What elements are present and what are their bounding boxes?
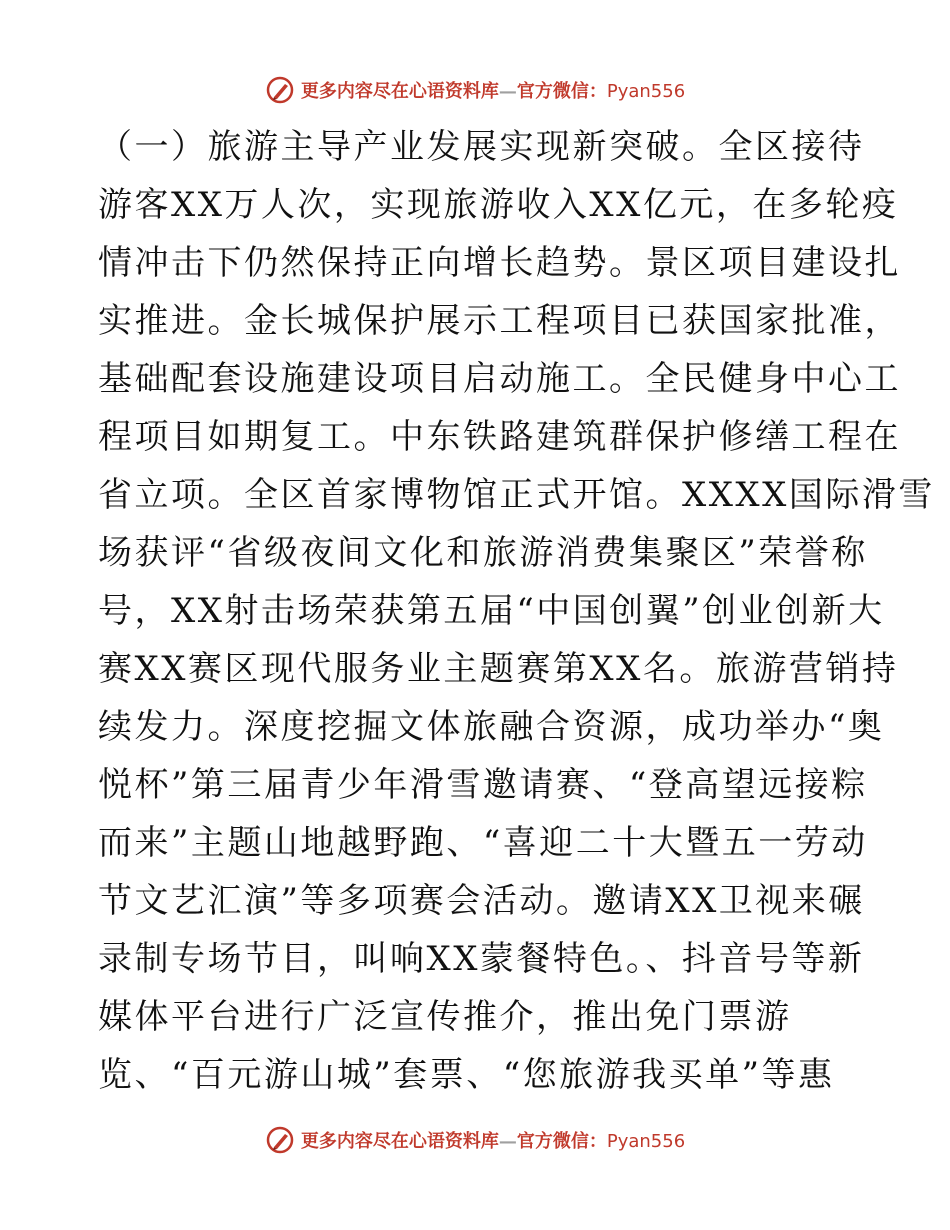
- body-line: 赛XX赛区现代服务业主题赛第XX名。旅游营销持: [98, 649, 899, 689]
- footer-watermark-slogan: 更多内容尽在心语资料库: [300, 1131, 499, 1152]
- header-watermark-banner: [0, 70, 950, 110]
- header-watermark-slogan: 更多内容尽在心语资料库: [300, 81, 499, 102]
- document-body: [98, 118, 935, 1104]
- body-line: 悦杯”第三届青少年滑雪邀请赛、“登高望远接粽: [98, 765, 868, 805]
- header-watermark-dash: —: [498, 81, 517, 102]
- body-line: 节文艺汇演”等多项赛会活动。邀请XX卫视来碾: [98, 881, 865, 921]
- body-line: 而来”主题山地越野跑、“喜迎二十大暨五一劳动: [98, 823, 868, 863]
- body-line: 情冲击下仍然保持正向增长趋势。景区项目建设扎: [98, 243, 901, 283]
- body-line: 实推进。金长城保护展示工程项目已获国家批准，: [98, 301, 901, 341]
- pen-logo-icon: [265, 75, 295, 105]
- footer-watermark-text: [301, 1127, 685, 1153]
- body-line: 程项目如期复工。中东铁路建筑群保护修缮工程在: [98, 417, 901, 457]
- body-line: （一）旅游主导产业发展实现新突破。全区接待: [98, 127, 865, 167]
- body-line: 基础配套设施建设项目启动施工。全民健身中心工: [98, 359, 901, 399]
- header-watermark-text: [301, 77, 685, 103]
- body-line: 号，XX射击场荣获第五届“中国创翼”创业创新大: [98, 591, 885, 631]
- footer-watermark-wechat-label: 官方微信：: [516, 1131, 607, 1152]
- body-line: 省立项。全区首家博物馆正式开馆。XXXX国际滑雪: [98, 475, 935, 515]
- body-line: 续发力。深度挖掘文体旅融合资源，成功举办“奥: [98, 707, 885, 747]
- header-watermark-wechat-label: 官方微信：: [516, 81, 607, 102]
- body-line: 录制专场节目，叫响XX蒙餐特色。、抖音号等新: [98, 939, 865, 979]
- header-watermark-wechat-id: Pyan556: [606, 81, 686, 102]
- body-line: 场获评“省级夜间文化和旅游消费集聚区”荣誉称: [98, 533, 868, 573]
- body-line: 游客XX万人次，实现旅游收入XX亿元，在多轮疫: [98, 185, 899, 225]
- footer-watermark-wechat-id: Pyan556: [606, 1131, 686, 1152]
- pen-logo-icon: [265, 1125, 295, 1155]
- footer-watermark-banner: [0, 1120, 950, 1160]
- body-line: 览、“百元游山城”套票、“您旅游我买单”等惠: [98, 1055, 835, 1095]
- body-line: 媒体平台进行广泛宣传推介，推出免门票游: [98, 997, 792, 1037]
- footer-watermark-dash: —: [498, 1131, 517, 1152]
